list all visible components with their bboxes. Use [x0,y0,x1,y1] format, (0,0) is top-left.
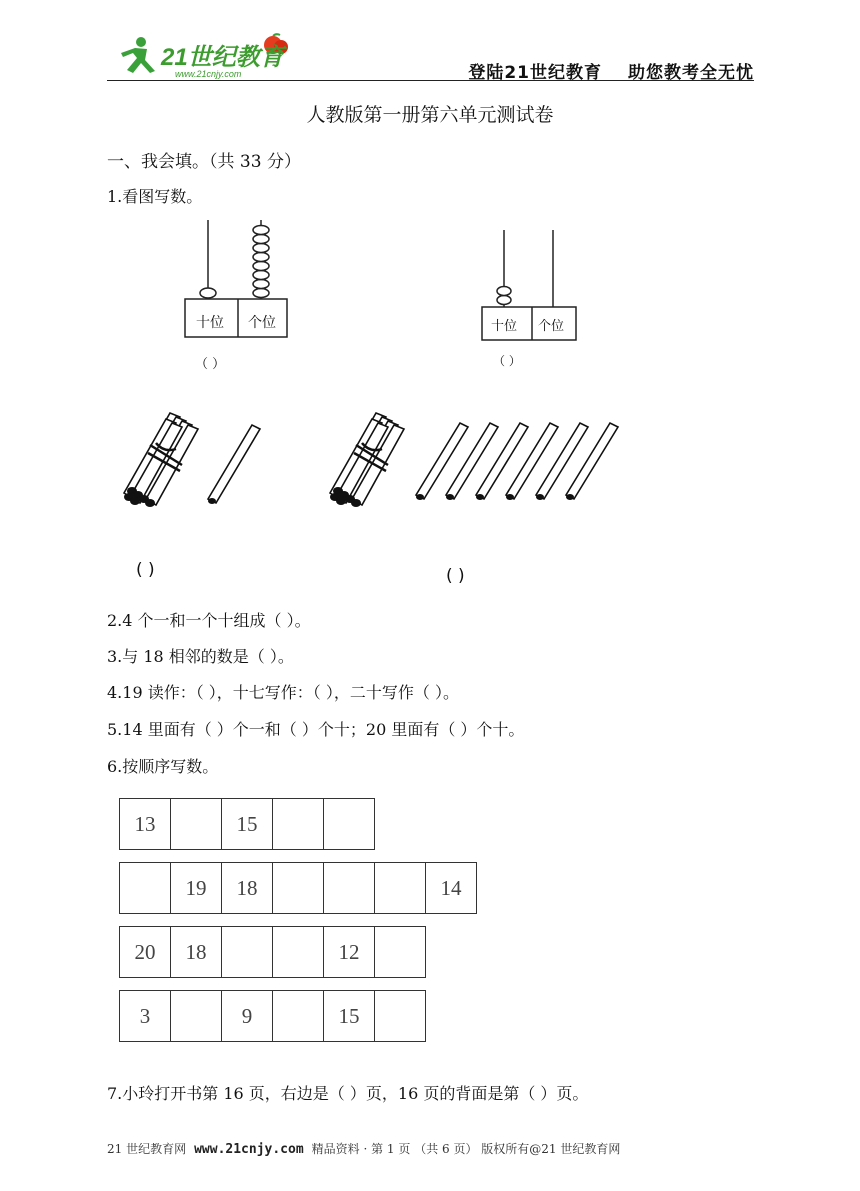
seq-cell-blank[interactable] [273,991,324,1042]
seq-cell: 19 [171,863,222,914]
seq-cell: 20 [120,927,171,978]
seq-cell: 14 [426,863,477,914]
ones-label: 个位 [248,315,276,331]
site-logo [115,33,305,81]
question-3: 3.与 18 相邻的数是（ ）。 [107,647,294,666]
seq-cell-blank[interactable] [324,799,375,850]
seq-cell-blank[interactable] [273,927,324,978]
footer-url[interactable]: www.21cnjy.com [194,1142,304,1157]
sequence-row-2 [119,862,477,914]
sticks-figure-2 [326,405,636,515]
seq-cell-blank[interactable] [171,799,222,850]
seq-cell: 3 [120,991,171,1042]
seq-cell-blank[interactable] [120,863,171,914]
ones-label: 个位 [538,319,565,334]
page-title: 人教版第一册第六单元测试卷 [306,104,554,126]
seq-cell: 13 [120,799,171,850]
seq-cell: 9 [222,991,273,1042]
sticks-figure-1 [120,405,280,515]
logo-url: www.21cnjy.com [175,69,242,79]
seq-cell-blank[interactable] [375,863,426,914]
seq-cell-blank[interactable] [273,863,324,914]
seq-cell-blank[interactable] [273,799,324,850]
section-heading: 一、我会填。（共 33 分） [107,152,301,172]
seq-cell: 18 [222,863,273,914]
sequence-row-3 [119,926,426,978]
header-divider [107,80,754,81]
question-7: 7.小玲打开书第 16 页，右边是（ ）页，16 页的背面是第（ ）页。 [107,1084,589,1103]
sequence-row-4 [119,990,426,1042]
header-link-login[interactable]: 登陆21世纪教育 [468,63,602,83]
question-4: 4.19 读作：（ ），十七写作：（ ），二十写作（ ）。 [107,683,459,702]
sequence-row-1 [119,798,375,850]
sticks-answer-2[interactable]: ( ) [446,566,465,586]
logo-text: 21世纪教育 [161,44,284,71]
seq-cell-blank[interactable] [222,927,273,978]
seq-cell-blank[interactable] [375,991,426,1042]
seq-cell-blank[interactable] [171,991,222,1042]
seq-cell: 15 [222,799,273,850]
seq-cell-blank[interactable] [375,927,426,978]
sticks-answer-1[interactable]: ( ) [136,560,155,580]
question-2: 2.4 个一和一个十组成（ ）。 [107,611,311,630]
page-footer [107,1140,620,1157]
question-5: 5.14 里面有（ ）个一和（ ）个十；20 里面有（ ）个十。 [107,720,525,739]
abacus-figure-2 [478,225,588,375]
header-slogan: 助您教考全无忧 [628,63,754,83]
answer-blank[interactable]: （ ） [195,357,226,372]
seq-cell: 15 [324,991,375,1042]
tens-label: 十位 [491,319,518,334]
seq-cell: 18 [171,927,222,978]
footer-copyright: 精品资料 · 第 1 页 （共 6 页） 版权所有@21 世纪教育网 [311,1142,621,1156]
seq-cell-blank[interactable] [324,863,375,914]
seq-cell: 12 [324,927,375,978]
question-1: 1.看图写数。 [107,187,203,206]
answer-blank[interactable]: （ ） [493,354,521,368]
footer-site-name: 21 世纪教育网 [107,1142,187,1156]
abacus-figure-1 [180,215,300,375]
tens-label: 十位 [196,315,224,331]
question-6: 6.按顺序写数。 [107,757,219,776]
